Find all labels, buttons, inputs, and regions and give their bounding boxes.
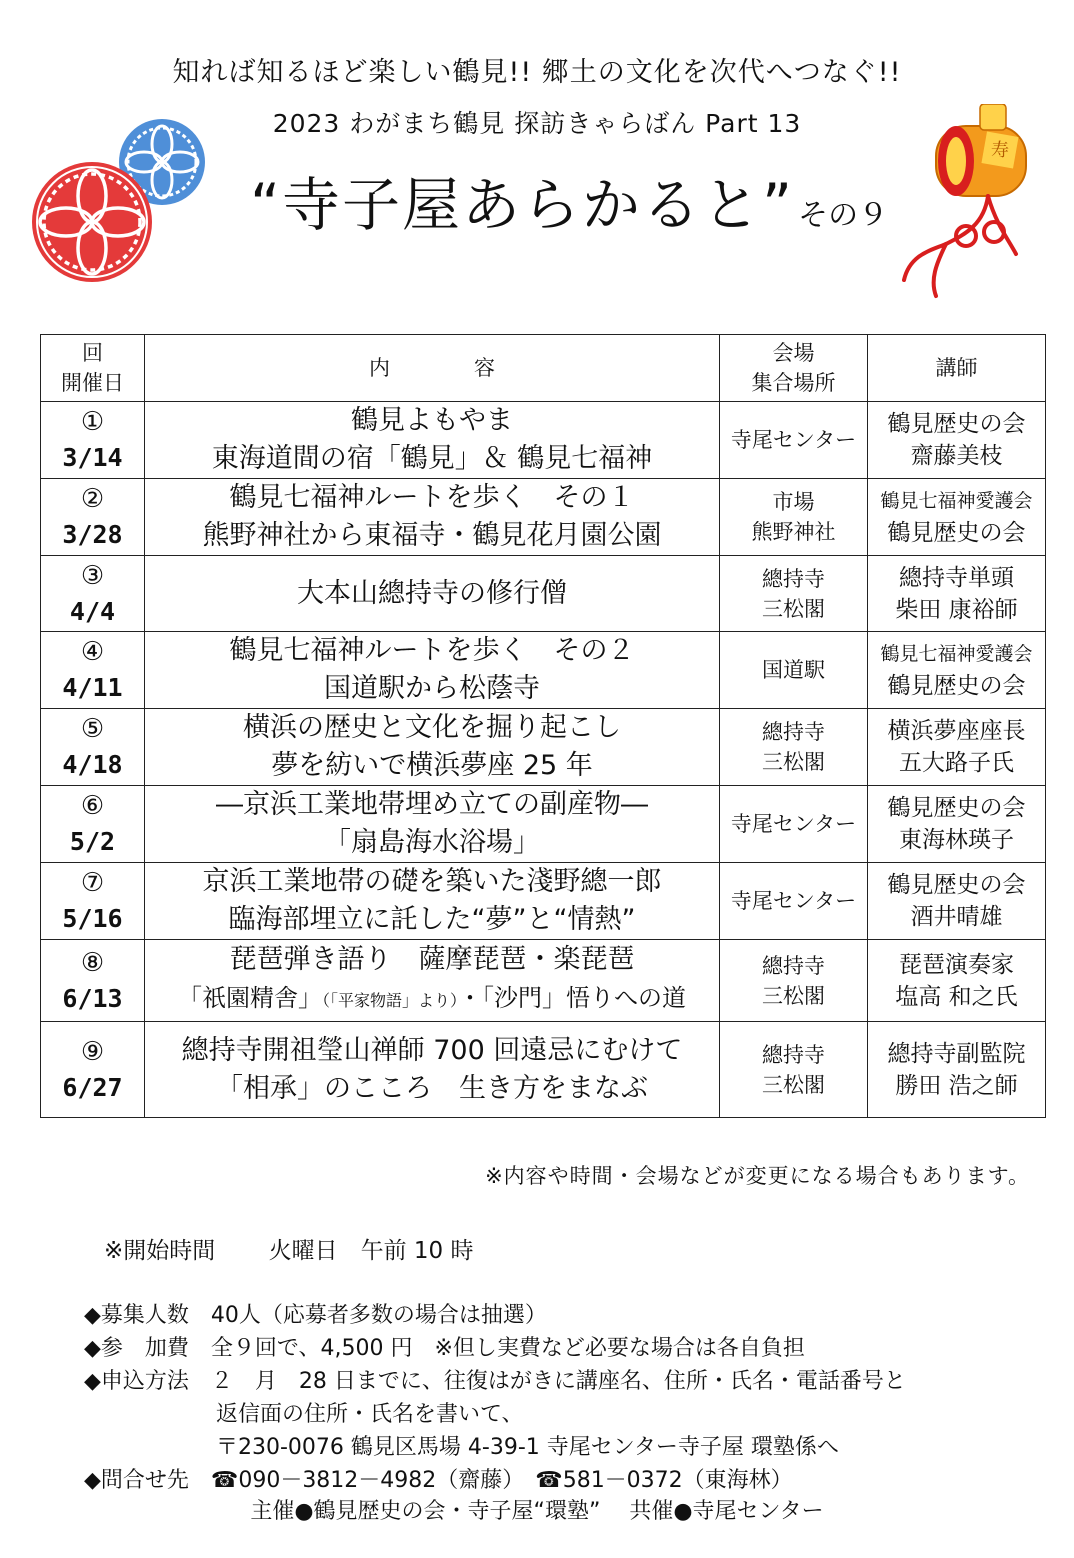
info-apply-2: 返信面の住所・氏名を書いて、 [84, 1402, 524, 1427]
lecturer-line-1: 鶴見歴史の会 [887, 872, 1026, 898]
lecturer-cell [868, 709, 1046, 786]
venue-line-1: 市場 [772, 490, 815, 514]
session-cell [41, 632, 145, 709]
lecturer-cell [868, 556, 1046, 632]
venue-line-2: 三松閣 [762, 1072, 825, 1097]
venue-cell [720, 1022, 868, 1118]
info-apply-1: ◆申込方法 ２ 月 28 日までに、往復はがきに講座名、住所・氏名・電話番号と [84, 1369, 906, 1394]
content-line-2: 東海道間の宿「鶴見」＆ 鶴見七福神 [211, 443, 653, 474]
content-cell [145, 1022, 720, 1118]
content-line-1: 横浜の歴史と文化を掘り起こし [243, 712, 621, 743]
session-number: ⑤ [80, 714, 105, 744]
lecturer-cell [868, 940, 1046, 1022]
table-row [41, 940, 1046, 1022]
lecturer-line-2: 鶴見歴史の会 [887, 673, 1026, 699]
session-date: 6/13 [62, 983, 123, 1013]
venue-line-2: 三松閣 [762, 983, 825, 1008]
session-cell [41, 479, 145, 556]
lecturer-line-1: 鶴見七福神愛護会 [880, 643, 1033, 665]
header-venue-1: 会場 [772, 341, 815, 365]
content-line-1: 鶴見七福神ルートを歩く その２ [229, 635, 635, 666]
venue-line-1: 寺尾センター [730, 812, 857, 836]
venue-line-1: 寺尾センター [730, 428, 857, 452]
lecturer-line-1: 總持寺副監院 [887, 1040, 1026, 1067]
table-row [41, 1022, 1046, 1118]
venue-line-1: 国道駅 [762, 658, 825, 682]
session-cell [41, 1022, 145, 1118]
content-cell [145, 632, 720, 709]
content-line-1: ―京浜工業地帯埋め立ての副産物― [216, 789, 648, 820]
header-lecturer: 講師 [868, 335, 1046, 402]
table-row [41, 786, 1046, 863]
content-line-2b: （「平家物語」より） [321, 991, 458, 1010]
lecturer-line-2: 塩高 和之氏 [895, 983, 1018, 1010]
lecturer-line-2: 勝田 浩之師 [895, 1072, 1018, 1099]
content-line-2a: 「祇園精舎」 [177, 984, 322, 1012]
start-time: ※開始時間 火曜日 午前 10 時 [104, 1238, 474, 1264]
session-number: ⑦ [80, 868, 105, 898]
organizer-footer: 主催●鶴見歴史の会・寺子屋“環塾” 共催●寺尾センター [250, 1499, 824, 1524]
content-cell [145, 402, 720, 479]
lecturer-cell [868, 632, 1046, 709]
table-row [41, 479, 1046, 556]
session-number: ⑥ [80, 791, 105, 821]
venue-line-1: 總持寺 [762, 1042, 825, 1067]
venue-cell [720, 786, 868, 863]
header-venue-2: 集合場所 [751, 371, 836, 395]
content-line-1: 鶴見七福神ルートを歩く その１ [229, 482, 635, 513]
session-cell [41, 940, 145, 1022]
content-cell [145, 556, 720, 632]
lecturer-line-2: 齋藤美枝 [910, 443, 1003, 469]
info-fee: ◆参 加費 全９回で、4,500 円 ※但し実費など必要な場合は各自負担 [84, 1336, 805, 1361]
lecturer-line-1: 鶴見歴史の会 [887, 795, 1026, 821]
session-number: ⑧ [80, 947, 105, 978]
venue-cell [720, 632, 868, 709]
content-line-1: 琵琶弾き語り 薩摩琵琶・楽琵琶 [229, 944, 635, 975]
content-cell [145, 709, 720, 786]
lecturer-line-2: 酒井晴雄 [910, 904, 1003, 930]
content-line-1: 京浜工業地帯の礎を築いた淺野總一郎 [202, 866, 662, 897]
lecturer-cell [868, 402, 1046, 479]
venue-cell [720, 402, 868, 479]
session-cell [41, 709, 145, 786]
header-no: 回 [82, 341, 103, 365]
content-line-1: 鶴見よもやま [351, 405, 513, 436]
session-date: 4/18 [62, 750, 123, 779]
venue-line-1: 總持寺 [762, 566, 825, 591]
content-line-2: 夢を紡いで横浜夢座 25 年 [271, 750, 593, 781]
svg-text:寿: 寿 [991, 140, 1009, 161]
session-cell [41, 863, 145, 940]
session-number: ③ [80, 560, 105, 591]
session-number: ④ [80, 637, 105, 667]
table-row [41, 402, 1046, 479]
content-line-2: 国道駅から松蔭寺 [324, 673, 540, 704]
session-date: 3/28 [62, 520, 123, 549]
content-line-2: 「扇島海水浴場」 [324, 827, 540, 858]
session-number: ① [80, 407, 105, 437]
content-cell [145, 863, 720, 940]
content-cell [145, 479, 720, 556]
table-row [41, 556, 1046, 632]
content-line-2c: ・「沙門」悟りへの道 [458, 984, 686, 1012]
lecturer-line-1: 横浜夢座座長 [887, 718, 1026, 744]
schedule-table [40, 334, 1046, 1118]
content-line-1: 總持寺開祖瑩山禅師 700 回遠忌にむけて [181, 1034, 683, 1066]
session-date: 4/11 [62, 673, 123, 702]
table-header-row [41, 335, 1046, 402]
subtitle: 2023 わがまち鶴見 探訪きゃらばん Part 13 [272, 109, 802, 138]
page-title [250, 158, 930, 242]
content-line-1: 大本山總持寺の修行僧 [297, 577, 567, 609]
content-line-2: 熊野神社から東福寺・鶴見花月園公園 [202, 520, 662, 551]
header-content: 内 容 [145, 335, 720, 402]
venue-line-2: 熊野神社 [751, 520, 836, 544]
lecturer-cell [868, 786, 1046, 863]
table-row [41, 632, 1046, 709]
content-line-2: 臨海部埋立に託した“夢”と“情熱” [228, 904, 636, 935]
content-line-2: 「相承」のこころ 生き方をまなぶ [216, 1072, 648, 1104]
header-date: 開催日 [61, 371, 124, 395]
session-date: 6/27 [62, 1072, 123, 1102]
lecturer-line-2: 五大路子氏 [899, 750, 1014, 776]
session-date: 5/2 [69, 827, 116, 856]
lecturer-line-1: 鶴見七福神愛護会 [880, 490, 1033, 512]
lecturer-cell [868, 479, 1046, 556]
lecturer-line-2: 鶴見歴史の会 [887, 520, 1026, 546]
lecturer-line-1: 琵琶演奏家 [899, 951, 1014, 978]
lecturer-line-1: 總持寺単頭 [899, 564, 1014, 591]
header-venue [720, 335, 868, 402]
content-line-2 [145, 979, 719, 1020]
content-cell [145, 786, 720, 863]
content-cell [145, 940, 720, 1022]
venue-cell [720, 556, 868, 632]
venue-line-1: 寺尾センター [730, 889, 857, 913]
venue-cell [720, 709, 868, 786]
info-contact: ◆問合せ先 ☎090－3812－4982（齋藤） ☎581－0372（東海林） [84, 1468, 793, 1493]
lecturer-cell [868, 863, 1046, 940]
red-temari-icon [32, 162, 152, 282]
venue-line-1: 總持寺 [762, 953, 825, 978]
venue-line-2: 三松閣 [762, 596, 825, 621]
venue-line-1: 總持寺 [762, 720, 825, 744]
venue-cell [720, 940, 868, 1022]
tagline: 知れば知るほど楽しい鶴見!! 郷土の文化を次代へつなぐ!! [172, 57, 902, 88]
title-main: “寺子屋あらかると” [250, 171, 795, 239]
session-number: ⑨ [80, 1036, 105, 1067]
session-date: 4/4 [69, 596, 116, 626]
lecturer-line-2: 東海林瑛子 [899, 827, 1014, 853]
session-number: ② [80, 484, 105, 514]
lecturer-line-1: 鶴見歴史の会 [887, 411, 1026, 437]
table-row [41, 709, 1046, 786]
lecturer-cell [868, 1022, 1046, 1118]
info-apply-3: 〒230-0076 鶴見区馬場 4-39-1 寺尾センター寺子屋 環塾係へ [84, 1435, 839, 1460]
info-capacity: ◆募集人数 40人（応募者多数の場合は抽選） [84, 1303, 547, 1328]
table-row [41, 863, 1046, 940]
lecturer-line-2: 柴田 康裕師 [895, 596, 1018, 623]
venue-cell [720, 863, 868, 940]
header-no-date [41, 335, 145, 402]
title-suffix: その９ [798, 198, 889, 233]
venue-line-2: 三松閣 [762, 750, 825, 774]
session-cell [41, 556, 145, 632]
session-cell [41, 402, 145, 479]
venue-cell [720, 479, 868, 556]
session-date: 3/14 [62, 443, 123, 472]
change-notice: ※内容や時間・会場などが変更になる場合もあります。 [485, 1164, 1030, 1188]
session-cell [41, 786, 145, 863]
session-date: 5/16 [62, 904, 123, 933]
